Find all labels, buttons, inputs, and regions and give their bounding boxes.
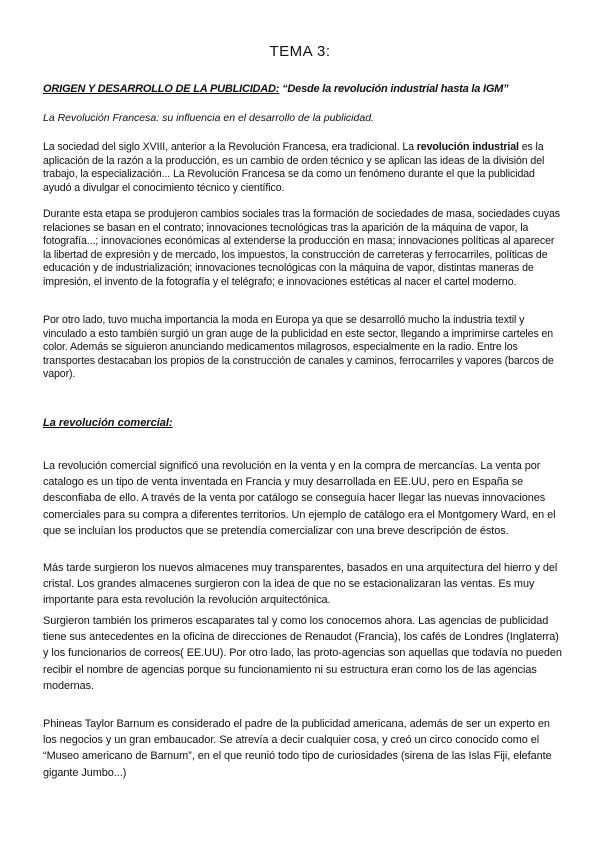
paragraph-5: Más tarde surgieron los nuevos almacenes muy transparentes, basados en una arquitectura del hierro y del cristal. Los grandes almacenes surgieron con la idea de que no se estacionalizaran las ventas. Es muy importante para esta revolución la revolución arquitectónica. — [43, 562, 558, 607]
chapter-heading — [43, 83, 563, 95]
paragraph-1 — [43, 141, 563, 195]
page-title: TEMA 3: — [269, 43, 331, 60]
heading-quote: “Desde la revolución industrial hasta la IGM” — [282, 83, 509, 95]
paragraph-7: Phineas Taylor Barnum es considerado el padre de la publicidad americana, además de ser un experto en los negocios y un gran embaucador. Se atrevía a decir cualquier cosa, y creó un circo conocido como el “Museo americano de Barnum”, en el que reunió todo tipo de curiosidades (sirena de las Islas Fiji, elefante gigante Jumbo...) — [43, 718, 552, 779]
paragraph-1-bold: revolución industrial — [416, 141, 519, 153]
heading-main: ORIGEN Y DESARROLLO DE LA PUBLICIDAD: — [43, 83, 280, 95]
paragraph-4: La revolución comercial significó una revolución en la venta y en la compra de mercancías. La venta por catalogo es un tipo de venta inventada en Francia y muy desarrollada en EE.UU, pero en España se desconfiaba de ello. A través de la venta por catálogo se conseguía hacer llegar las nuevas innovaciones comerciales para su compra a diferentes territorios. Un ejemplo de catálogo era el Montgomery Ward, en el que se incluían los productos que se pretendía comercializar con una breve descripción de éstos. — [43, 460, 556, 537]
section-2-title: La revolución comercial: — [43, 417, 173, 429]
section-subheading: La Revolución Francesa: su influencia en el desarrollo de la publicidad. — [43, 112, 374, 124]
paragraph-2: Durante esta etapa se produjeron cambios sociales tras la formación de sociedades de masa, sociedades cuyas relaciones se basan en el contrato; innovaciones tecnológicas tras la aparición de la máquina de vapor, la fotografía...; innovaciones económicas al extenderse la producción en masa; innovaciones políticas al aparecer la libertad de expresión y de mercado, los impuestos, la construcción de carreteras y ferrocarriles, políticas de educación y de industrialización; innovaciones tecnológicas con la máquina de vapor, distintas maneras de impresión, el invento de la fotografía y el telégrafo; e innovaciones estéticas al nacer el cartel moderno. — [43, 208, 560, 288]
paragraph-3: Por otro lado, tuvo mucha importancia la moda en Europa ya que se desarrolló mucho la industria textil y vinculado a esto también surgió un gran auge de la publicidad en este sector, llegando a imprimirse carteles en color. Además se siguieron anunciando medicamentos milagrosos, especialmente en la radio. Entre los transportes destacaban los propios de la construcción de canales y caminos, ferrocarriles y vapores (barcos de vapor). — [43, 314, 554, 381]
paragraph-1-text-b: es la aplicación de la razón a la producción, es un cambio de orden técnico y se aplican las ideas de la división del trabajo, la especialización... La Revolución Francesa se da como un fenómeno durante el que la publicidad ayudó a divulgar el conocimiento técnico y científico. — [43, 141, 545, 194]
paragraph-1-text-a: La sociedad del siglo XVIII, anterior a la Revolución Francesa, era tradicional. La — [43, 141, 417, 153]
paragraph-6: Surgieron también los primeros escaparates tal y como los conocemos ahora. Las agencias de publicidad tiene sus antecedentes en la oficina de direcciones de Renaudot (Francia), los cafés de Londres (Inglaterra) y los funcionarios de correos( EE.UU). Por otro lado, las proto-agencias son aquellas que todavía no pueden recibir el nombre de agencias porque su funcionamiento ni su estructura eran como los de las agencias modernas. — [43, 615, 562, 692]
